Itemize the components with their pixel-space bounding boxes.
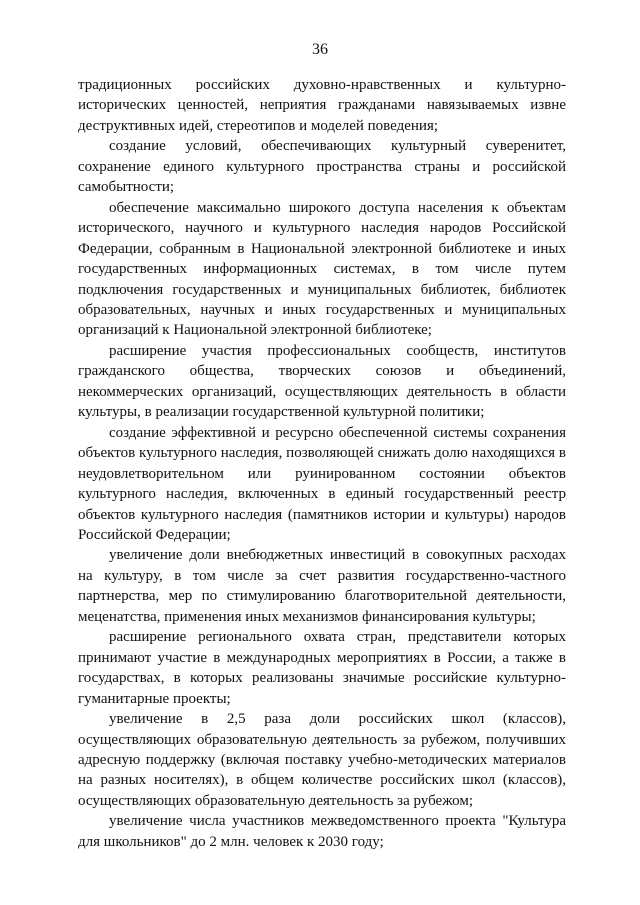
paragraph-cultural-sovereignty: создание условий, обеспечивающих культурный суверенитет, сохранение единого культурного пространства страны и российской самобытности; — [78, 138, 566, 196]
paragraph-civil-society-participation: расширение участия профессиональных сообществ, институтов гражданского общества, творческих союзов и объединений, некоммерческих организаций, осуществляющих деятельность в области культуры, в реализации государственной культурной политики; — [78, 342, 566, 421]
page-number: 36 — [312, 41, 328, 58]
paragraph-traditional-values: традиционных российских духовно-нравственных и культурно-исторических ценностей, неприятия гражданами навязываемых извне деструктивных идей, стереотипов и моделей поведения; — [78, 77, 566, 134]
paragraph-heritage-access: обеспечение максимально широкого доступа населения к объектам исторического, научного и культурного наследия народов Российской Федерации, собранным в Национальной электронной библиотеке и иных государственных информационных системах, в том числе путем подключения государственных и муниципальных библиотек, библиотек образовательных, научных и иных государственных и муниципальных организаций к Национальной электронной библиотеке; — [78, 199, 566, 339]
paragraph-international-events: расширение регионального охвата стран, представители которых принимают участие в международных мероприятиях в России, а также в государствах, в которых реализованы значимые российские культурно-гуманитарные проекты; — [78, 629, 566, 707]
paragraph-schools-abroad: увеличение в 2,5 раза доли российских школ (классов), осуществляющих образовательную деятельность за рубежом, получивших адресную поддержку (включая поставку учебно-методических материалов на разных носителях), в общем количестве российских школ (классов), осуществляющих образовательную деятельность за рубежом; — [78, 711, 566, 809]
paragraph-heritage-preservation: создание эффективной и ресурсно обеспеченной системы сохранения объектов культурного наследия, позволяющей снижать долю находящихся в неудовлетворительном или руинированном состоянии объектов культурного наследия, включенных в единый государственный реестр объектов культурного наследия (памятников истории и культуры) народов Российской Федерации; — [78, 424, 566, 543]
paragraph-culture-for-schoolchildren: увеличение числа участников межведомственного проекта "Культура для школьников" до 2 млн. человек к 2030 году; — [78, 813, 566, 850]
document-body — [78, 75, 566, 852]
paragraph-extrabudgetary-investment: увеличение доли внебюджетных инвестиций в совокупных расходах на культуру, в том числе за счет развития государственно-частного партнерства, мер по стимулированию благотворительной деятельности, меценатства, применения иных механизмов финансирования культуры; — [78, 547, 566, 625]
